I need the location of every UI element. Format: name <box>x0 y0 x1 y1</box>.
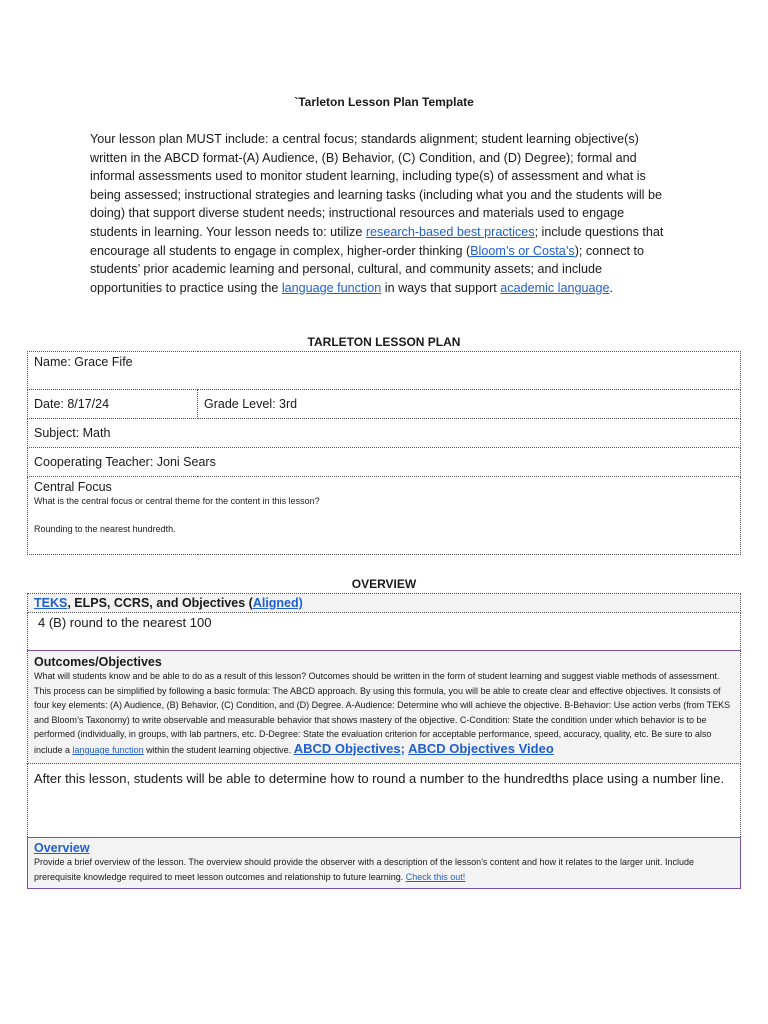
outcomes-description <box>34 669 734 757</box>
check-this-out-link[interactable]: Check this out! <box>405 872 466 882</box>
teks-header <box>28 594 741 613</box>
research-based-practices-link[interactable]: research-based best practices <box>365 224 535 239</box>
abcd-separator: ; <box>400 740 409 756</box>
outcomes-tail: within the student learning objective. <box>143 744 294 755</box>
overview-heading: OVERVIEW <box>351 577 417 591</box>
intro-text-5: . <box>609 280 614 295</box>
abcd-objectives-link[interactable]: ABCD Objectives <box>293 740 401 756</box>
objective-answer-field[interactable]: After this lesson, students will be able to determine how to round a number to the hundredths place using a number line. <box>28 764 741 838</box>
overview-link[interactable]: Overview <box>34 841 90 855</box>
teks-link[interactable]: TEKS <box>34 596 68 610</box>
intro-text-1: Your lesson plan MUST include: a central focus; standards alignment; student learning objective(s) written in the ABCD format-(A) Audience, (B) Behavior, (C) Condition, and (D) Degree); formal and informal assessments used to monitor student learning, including type(s) of assessment and what is being assessed; instructional strategies and learning tasks (including what you and the students will be doing) that support diverse student needs; instructional resources and materials used to engage students in learning. Your lesson needs to: utilize <box>90 132 662 239</box>
overview-text: Provide a brief overview of the lesson. The overview should provide the observer with a description of the lesson’s content and how it relates to the larger unit. Include prerequisite knowledge required to meet lesson outcomes and relationship to future learning. <box>34 857 695 882</box>
overview-table <box>27 593 741 889</box>
outcomes-language-function-link[interactable]: language function <box>72 744 144 755</box>
outcomes-label: Outcomes/Objectives <box>34 655 162 669</box>
outcomes-text: What will students know and be able to do as a result of this lesson? Outcomes should be written in the form of student learning and suggest viable methods of assessment. This process can be simplified by following a basic formula: The ABCD approach. By using this formula, you will be able to create clear and effective objectives. It consists of four key elements: (A) Audience, (B) Behavior, (C) Condition, and (D) Degree. A-Audience: Determine who will achieve the objective. B-Behavior: Use action verbs (from TEKS and Bloom’s Taxonomy) to write observable and measurable behavior that shows mastery of the objective. C-Condition: State the condition under which behavior is to be performed (individually, in groups, with lab partners, etc. D-Degree: State the evaluation criterion for acceptable performance, speed, accuracy, quality, etc. Be sure to also include a <box>34 671 731 755</box>
central-focus-answer: Rounding to the nearest hundredth. <box>34 524 176 534</box>
intro-paragraph <box>90 130 670 297</box>
outcomes-cell <box>28 651 741 764</box>
intro-text-3: ); connect to students’ prior academic learning and personal, cultural, and community assets; and include opportunities to practice using the <box>90 243 644 295</box>
central-focus-cell[interactable] <box>28 477 741 555</box>
name-field[interactable]: Name: Grace Fife <box>28 352 741 390</box>
cooperating-teacher-field[interactable]: Cooperating Teacher: Joni Sears <box>28 448 741 477</box>
teks-value-field[interactable]: 4 (B) round to the nearest 100 <box>28 613 741 651</box>
overview-description <box>34 855 734 885</box>
academic-language-link[interactable]: academic language <box>500 280 610 295</box>
grade-level-field[interactable]: Grade Level: 3rd <box>198 390 741 419</box>
language-function-link[interactable]: language function <box>281 280 382 295</box>
blooms-costas-link[interactable]: Bloom’s or Costa’s <box>470 243 575 258</box>
teks-header-text: , ELPS, CCRS, and Objectives ( <box>67 596 253 610</box>
document-title: `Tarleton Lesson Plan Template <box>294 95 474 109</box>
lesson-plan-heading: TARLETON LESSON PLAN <box>307 335 461 349</box>
overview-cell <box>28 838 741 889</box>
aligned-link[interactable]: Aligned) <box>252 596 303 610</box>
intro-text-4: in ways that support <box>381 280 501 295</box>
abcd-objectives-video-link[interactable]: ABCD Objectives Video <box>408 740 554 756</box>
intro-text-2: ; include questions that encourage all students to engage in complex, higher-order thinking ( <box>90 224 664 258</box>
subject-field[interactable]: Subject: Math <box>28 419 741 448</box>
lesson-plan-table <box>27 351 741 555</box>
central-focus-label: Central Focus <box>34 480 112 494</box>
date-field[interactable]: Date: 8/17/24 <box>28 390 198 419</box>
central-focus-prompt: What is the central focus or central theme for the content in this lesson? <box>34 496 320 506</box>
